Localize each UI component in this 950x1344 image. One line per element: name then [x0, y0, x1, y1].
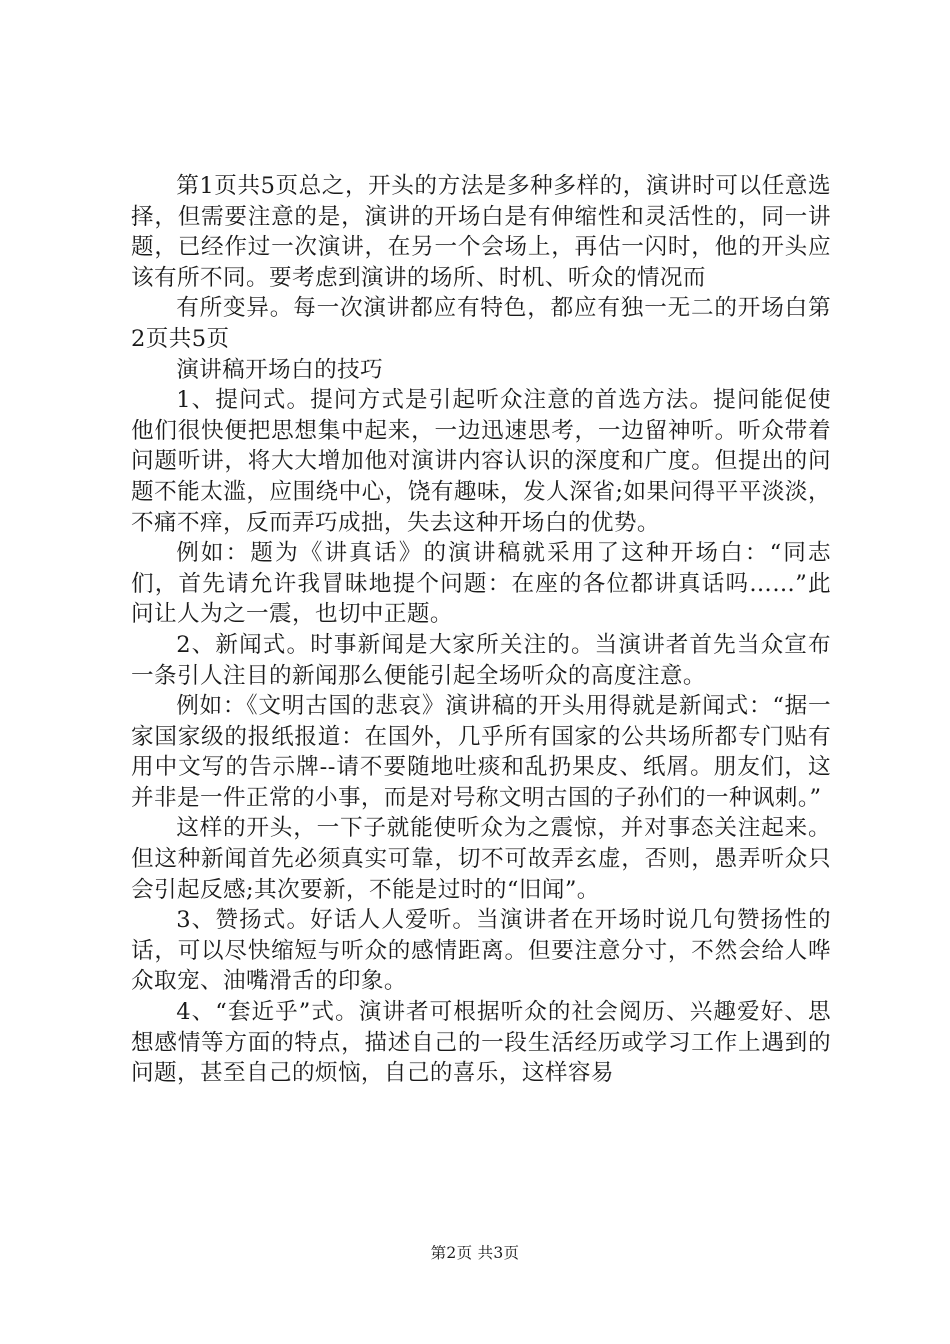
page-footer: 第2页 共3页 — [430, 1244, 520, 1262]
paragraph-news-style: 2、新闻式。时事新闻是大家所关注的。当演讲者首先当众宣布一条引人注目的新闻那么便能引起全场听众的高度注意。 — [131, 631, 831, 689]
paragraph-conclusion: 第1页共5页总之，开头的方法是多种多样的，演讲时可以任意选择，但需要注意的是，演讲的开场白是有伸缩性和灵活性的，同一讲题，已经作过一次演讲，在另一个会场上，再估一闪时，他的开头应该有所不同。要考虑到演讲的场所、时机、听众的情况而 — [131, 173, 831, 291]
paragraph-question-style: 1、提问式。提问方式是引起听众注意的首选方法。提问能促使他们很快便把思想集中起来，一边迅速思考，一边留神听。听众带着问题听讲，将大大增加他对演讲内容认识的深度和广度。但提出的问题不能太滥，应围绕中心，饶有趣味，发人深省;如果问得平平淡淡，不痛不痒，反而弄巧成拙，失去这种开场白的优势。 — [131, 387, 831, 536]
section-heading: 演讲稿开场白的技巧 — [176, 356, 384, 383]
paragraph-question-example: 例如：题为《讲真话》的演讲稿就采用了这种开场白：“同志们，首先请允许我冒昧地提个问题：在座的各位都讲真话吗……”此问让人为之一震，也切中正题。 — [131, 540, 831, 628]
paragraph-praise-style: 3、赞扬式。好话人人爱听。当演讲者在开场时说几句赞扬性的话，可以尽快缩短与听众的感情距离。但要注意分寸，不然会给人哗众取宠、油嘴滑舌的印象。 — [131, 907, 831, 995]
paragraph-rapport-style: 4、“套近乎”式。演讲者可根据听众的社会阅历、兴趣爱好、思想感情等方面的特点，描述自己的一段生活经历或学习工作上遇到的问题，甚至自己的烦恼，自己的喜乐，这样容易 — [131, 999, 831, 1087]
document-body — [131, 171, 831, 1089]
paragraph-news-comment: 这样的开头，一下子就能使听众为之震惊，并对事态关注起来。但这种新闻首先必须真实可靠，切不可故弄玄虚，否则，愚弄听众只会引起反感;其次要新，不能是过时的“旧闻”。 — [131, 815, 831, 903]
paragraph-variation: 有所变异。每一次演讲都应有特色，都应有独一无二的开场白第2页共5页 — [131, 295, 831, 352]
paragraph-news-example: 例如：《文明古国的悲哀》演讲稿的开头用得就是新闻式：“据一家国家级的报纸报道：在国外，几乎所有国家的公共场所都专门贴有用中文写的告示牌--请不要随地吐痰和乱扔果皮、纸屑。朋友们，这并非是一件正常的小事，而是对号称文明古国的子孙们的一种讽刺。” — [131, 693, 831, 811]
